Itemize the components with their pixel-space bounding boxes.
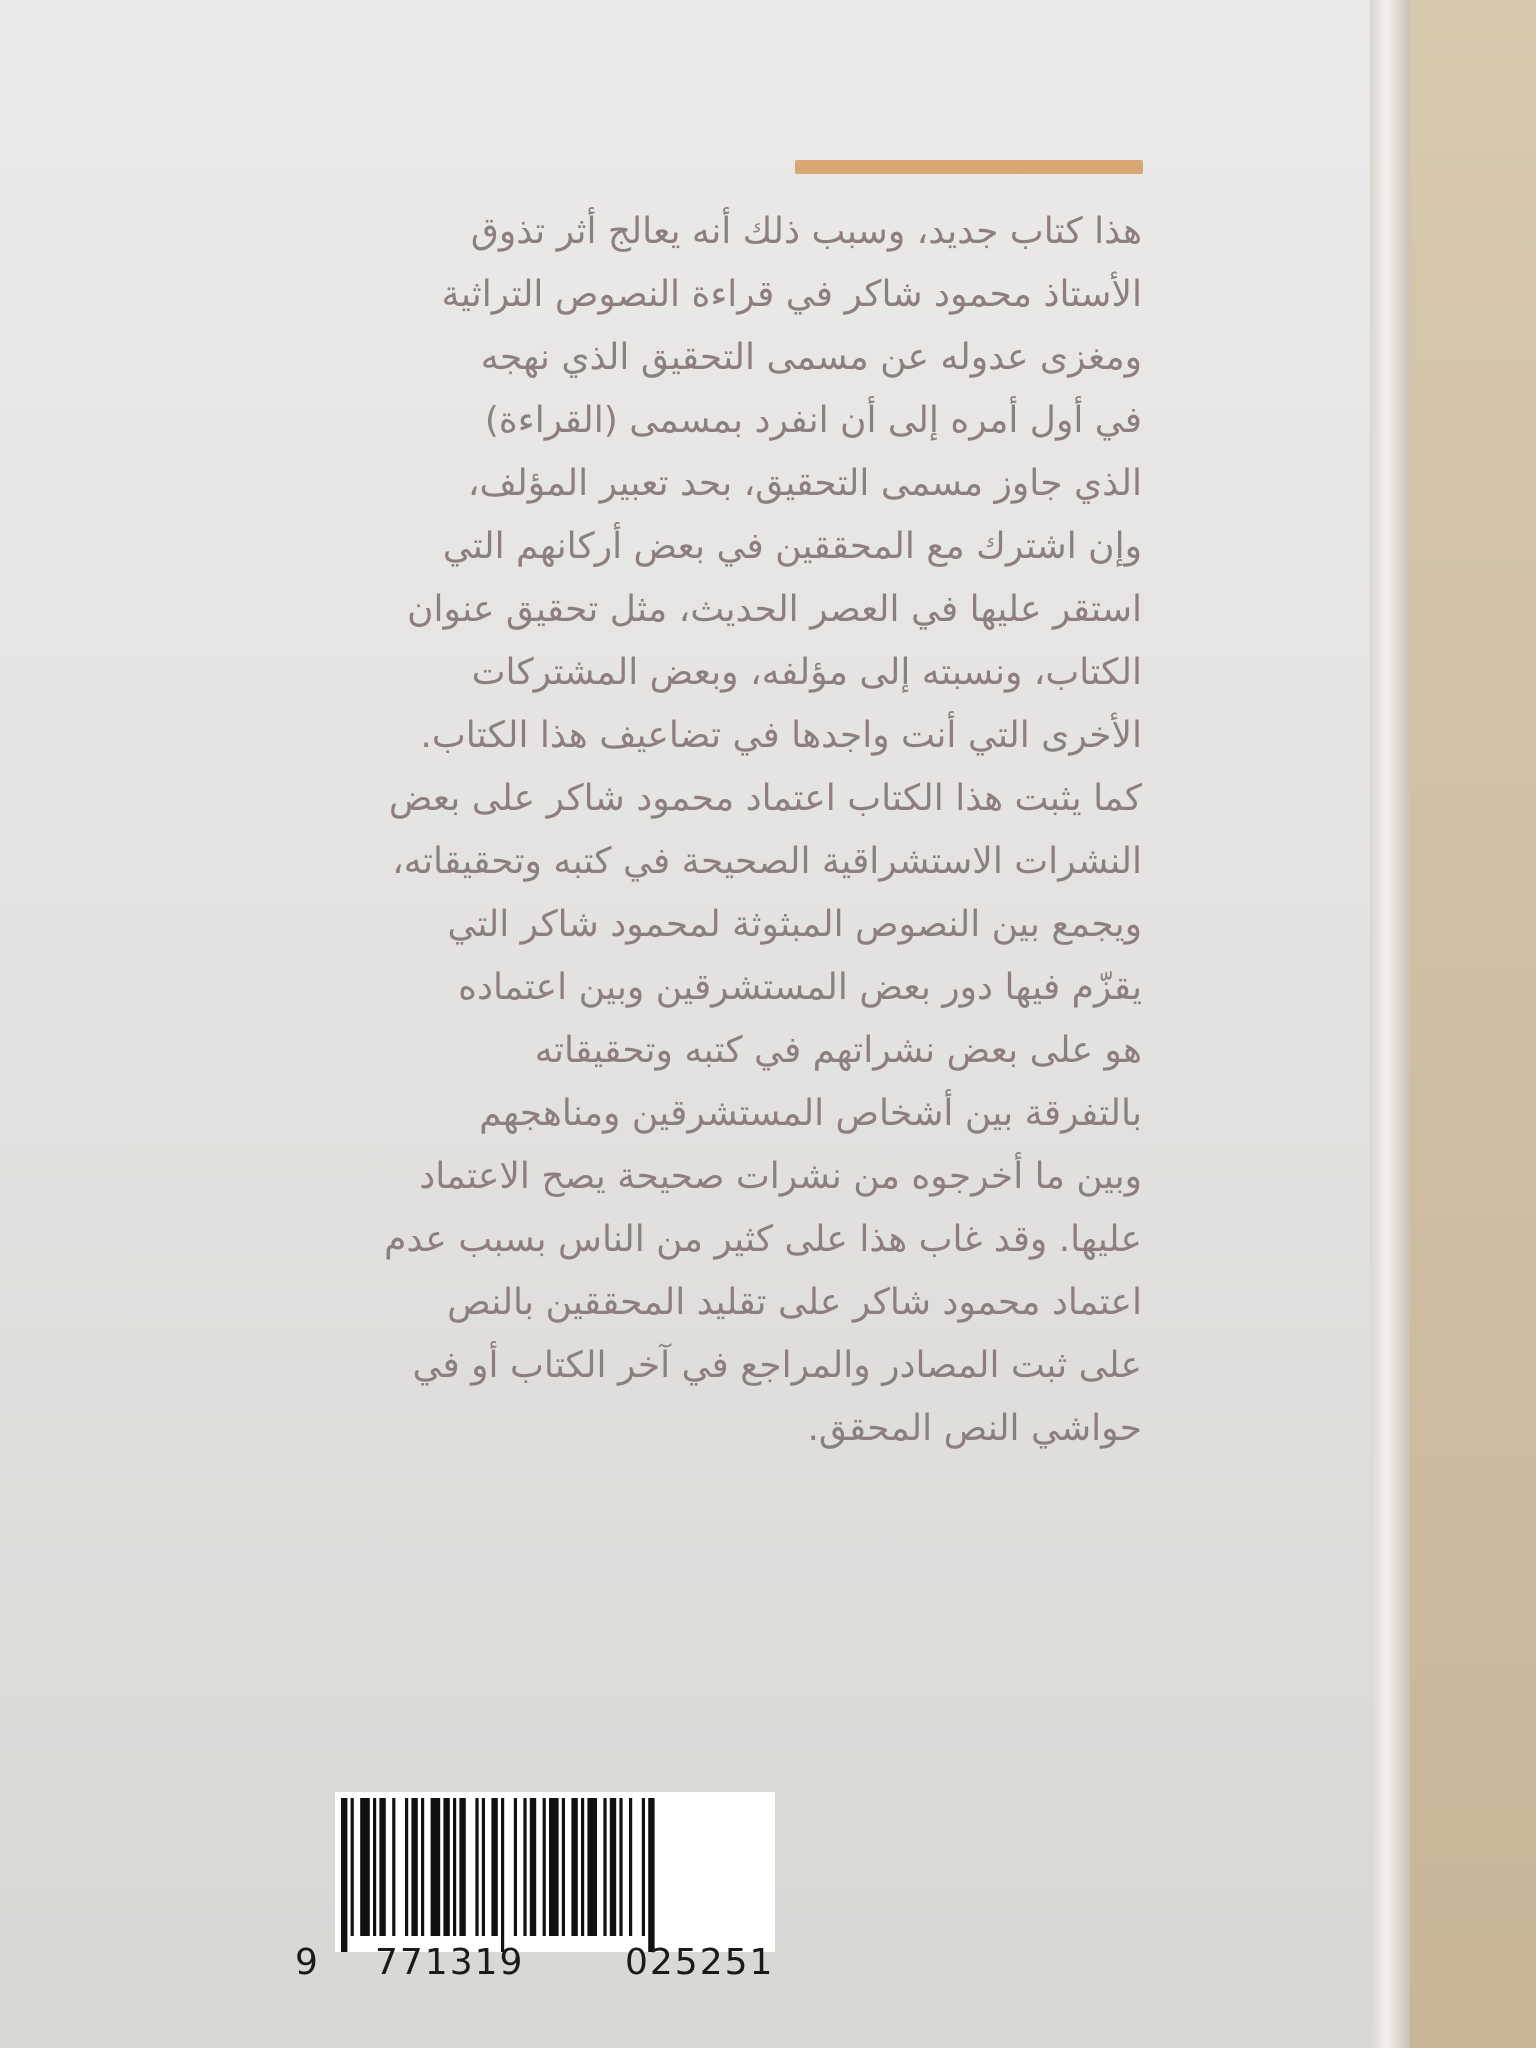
barcode-bar bbox=[530, 1798, 536, 1936]
blurb-line: الذي جاوز مسمى التحقيق، بحد تعبير المؤلف، bbox=[467, 463, 1142, 504]
barcode-bar bbox=[482, 1798, 485, 1936]
barcode-prefix-digit: 9 bbox=[295, 1942, 318, 1983]
barcode-bar bbox=[475, 1798, 478, 1936]
blurb-line: الأخرى التي أنت واجدها في تضاعيف هذا الكتاب. bbox=[420, 715, 1142, 756]
barcode-bar bbox=[373, 1798, 376, 1936]
barcode-bars bbox=[335, 1792, 775, 1952]
barcode-bar bbox=[514, 1798, 517, 1936]
book-spine-edge bbox=[1370, 0, 1410, 2048]
background-surface bbox=[1410, 0, 1536, 2048]
barcode-bar bbox=[523, 1798, 526, 1936]
blurb-line: عليها. وقد غاب هذا على كثير من الناس بسبب عدم bbox=[384, 1219, 1142, 1260]
barcode-bar bbox=[571, 1798, 577, 1936]
barcode-bar bbox=[411, 1798, 417, 1936]
blurb-line: اعتماد محمود شاكر على تقليد المحققين بالنص bbox=[447, 1282, 1142, 1323]
barcode-right-digits: 025251 bbox=[625, 1942, 775, 1983]
barcode-bar bbox=[549, 1798, 559, 1936]
barcode-bar bbox=[459, 1798, 465, 1936]
barcode-bar bbox=[453, 1798, 456, 1936]
barcode-bar bbox=[405, 1798, 408, 1936]
barcode-bar bbox=[603, 1798, 606, 1936]
accent-bar bbox=[795, 160, 1143, 174]
barcode-left-digits: 771319 bbox=[375, 1942, 525, 1983]
blurb-line: كما يثبت هذا الكتاب اعتماد محمود شاكر على بعض bbox=[388, 778, 1142, 819]
barcode-bar bbox=[642, 1798, 645, 1936]
barcode bbox=[295, 1792, 785, 1992]
blurb-line: وإن اشترك مع المحققين في بعض أركانهم التي bbox=[442, 526, 1142, 567]
barcode-bar bbox=[431, 1798, 441, 1936]
blurb-line: هذا كتاب جديد، وسبب ذلك أنه يعالج أثر تذوق bbox=[470, 211, 1142, 252]
barcode-bar bbox=[629, 1798, 632, 1936]
barcode-bar bbox=[610, 1798, 616, 1936]
blurb-line: ويجمع بين النصوص المبثوثة لمحمود شاكر التي bbox=[447, 904, 1142, 945]
barcode-graphic bbox=[335, 1792, 775, 1952]
blurb-line: يقزّم فيها دور بعض المستشرقين وبين اعتماده bbox=[458, 967, 1142, 1008]
blurb-line: على ثبت المصادر والمراجع في آخر الكتاب أو في bbox=[412, 1345, 1142, 1386]
blurb-line: حواشي النص المحقق. bbox=[807, 1408, 1142, 1449]
barcode-bar bbox=[351, 1798, 354, 1936]
barcode-bar bbox=[491, 1798, 497, 1936]
blurb-line: بالتفرقة بين أشخاص المستشرقين ومناهجهم bbox=[479, 1093, 1142, 1134]
blurb-text bbox=[330, 200, 1142, 1460]
barcode-bar bbox=[587, 1798, 597, 1936]
blurb-line: النشرات الاستشراقية الصحيحة في كتبه وتحقيقاته، bbox=[392, 841, 1142, 882]
barcode-bar bbox=[443, 1798, 449, 1936]
blurb-line: الأستاذ محمود شاكر في قراءة النصوص التراثية bbox=[441, 274, 1142, 315]
blurb-line: هو على بعض نشراتهم في كتبه وتحقيقاته bbox=[534, 1030, 1142, 1071]
barcode-bar bbox=[392, 1798, 395, 1936]
barcode-bar bbox=[360, 1798, 370, 1936]
barcode-bar bbox=[562, 1798, 565, 1936]
barcode-bar bbox=[341, 1798, 347, 1952]
barcode-bar bbox=[421, 1798, 424, 1936]
blurb-line: في أول أمره إلى أن انفرد بمسمى (القراءة) bbox=[484, 400, 1142, 441]
blurb-line: وبين ما أخرجوه من نشرات صحيحة يصح الاعتماد bbox=[419, 1156, 1142, 1197]
barcode-bar bbox=[619, 1798, 622, 1936]
barcode-bar bbox=[501, 1798, 504, 1952]
barcode-bar bbox=[581, 1798, 584, 1936]
blurb-line: الكتاب، ونسبته إلى مؤلفه، وبعض المشتركات bbox=[471, 652, 1142, 693]
blurb-line: استقر عليها في العصر الحديث، مثل تحقيق عنوان bbox=[407, 589, 1142, 630]
barcode-bar bbox=[648, 1798, 654, 1952]
barcode-bar bbox=[379, 1798, 385, 1936]
barcode-bar bbox=[543, 1798, 546, 1936]
blurb-line: ومغزى عدوله عن مسمى التحقيق الذي نهجه bbox=[480, 337, 1142, 378]
